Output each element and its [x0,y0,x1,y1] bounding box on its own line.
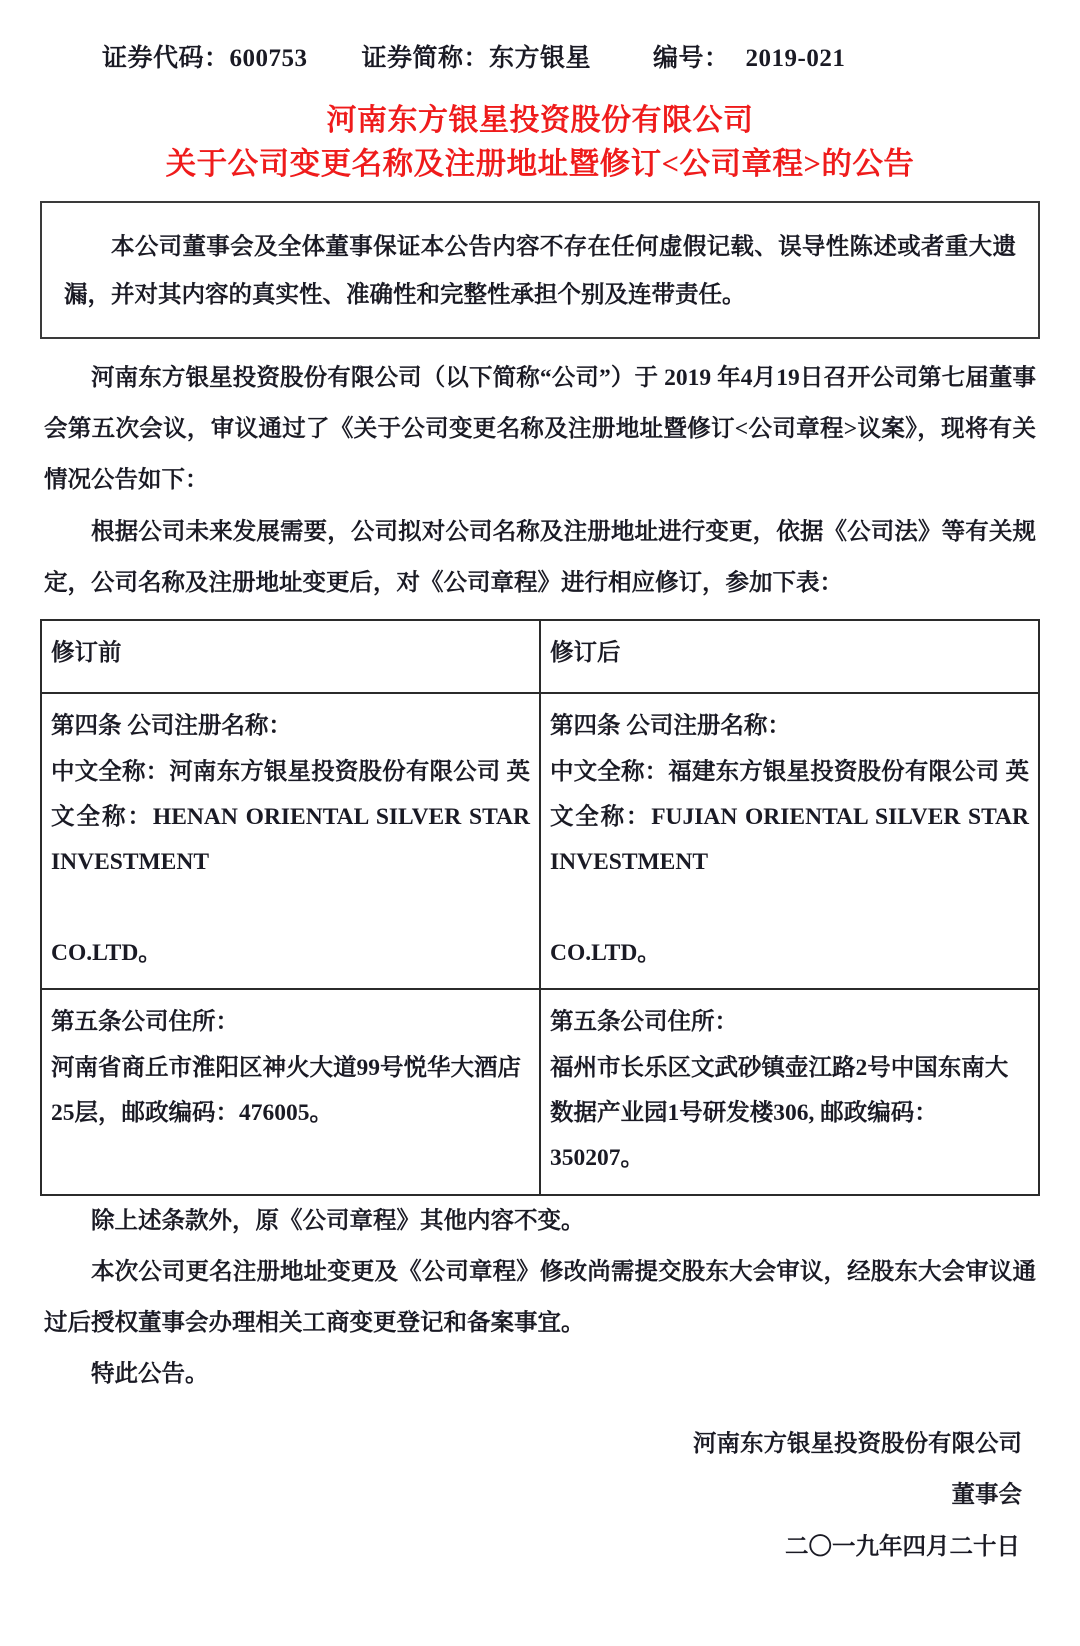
signature-block [40,1419,1040,1574]
tail-paragraph-1: 除上述条款外，原《公司章程》其他内容不变。 [91,1207,585,1234]
table-header-after: 修订后 [540,620,1039,693]
cell-article4-after [540,693,1039,989]
article5-before-line1: 第五条公司住所： [51,1009,239,1036]
table-row [41,989,1039,1194]
tail-paragraph-2: 本次公司更名注册地址变更及《公司章程》修改尚需提交股东大会审议，经股东大会审议通过后授权董事会办理相关工商变更登记和备案事宜。 [44,1258,1036,1337]
signature-company: 河南东方银星投资股份有限公司 [693,1430,1022,1457]
document-title [40,100,1040,187]
document-title-line2: 关于公司变更名称及注册地址暨修订<公司章程>的公告 [165,146,915,181]
cell-article5-before [41,989,540,1194]
table-header-before: 修订前 [41,620,540,693]
article4-after-line3: CO.LTD。 [550,940,661,966]
document-title-line1: 河南东方银星投资股份有限公司 [326,104,754,137]
announcement-number-value: 2019-021 [745,45,846,72]
masthead [40,0,1040,74]
body-paragraph-1: 河南东方银星投资股份有限公司（以下简称“公司”）于 2019 年4月19日召开公司第七届董事会第五次会议，审议通过了《关于公司变更名称及注册地址暨修订<公司章程>议案》，现将有关情况公告如下： [44,364,1036,494]
disclaimer-text: 本公司董事会及全体董事保证本公告内容不存在任何虚假记载、误导性陈述或者重大遗漏，并对其内容的真实性、准确性和完整性承担个别及连带责任。 [64,233,1016,308]
security-code: 证券代码：600753 [102,45,308,72]
announcement-number-label: 编号： [653,45,730,72]
tail-paragraph-3: 特此公告。 [91,1361,209,1388]
disclaimer-box [40,201,1040,339]
article4-before-line3: CO.LTD。 [51,940,162,966]
signature-org: 董事会 [951,1482,1022,1509]
article5-after-line1: 第五条公司住所： [550,1009,738,1036]
cell-article4-before [41,693,540,989]
article5-after-line2: 福州市长乐区文武砂镇壶江路2号中国东南大数据产业园1号研发楼306, 邮政编码：350207。 [550,1054,1009,1172]
security-short-name: 证券简称：东方银星 [361,45,592,72]
amendment-comparison-table [40,619,1040,1196]
signature-date: 二〇一九年四月二十日 [785,1533,1020,1560]
cell-article5-after [540,989,1039,1194]
body-paragraph-2: 根据公司未来发展需要，公司拟对公司名称及注册地址进行变更，依据《公司法》等有关规定，公司名称及注册地址变更后，对《公司章程》进行相应修订，参加下表： [44,518,1036,596]
table-row-header [41,620,1039,693]
article4-after-line2: 中文全称：福建东方银星投资股份有限公司 英文全称：FUJIAN ORIENTAL SILVER STAR INVESTMENT [550,758,1029,876]
article5-before-line2: 河南省商丘市淮阳区神火大道99号悦华大酒店25层，邮政编码：476005。 [51,1054,521,1127]
article4-before-line2: 中文全称：河南东方银星投资股份有限公司 英文全称：HENAN ORIENTAL SILVER STAR INVESTMENT [51,758,530,876]
article4-before-line1: 第四条 公司注册名称： [51,713,292,740]
table-row [41,693,1039,989]
article4-after-line1: 第四条 公司注册名称： [550,713,791,740]
